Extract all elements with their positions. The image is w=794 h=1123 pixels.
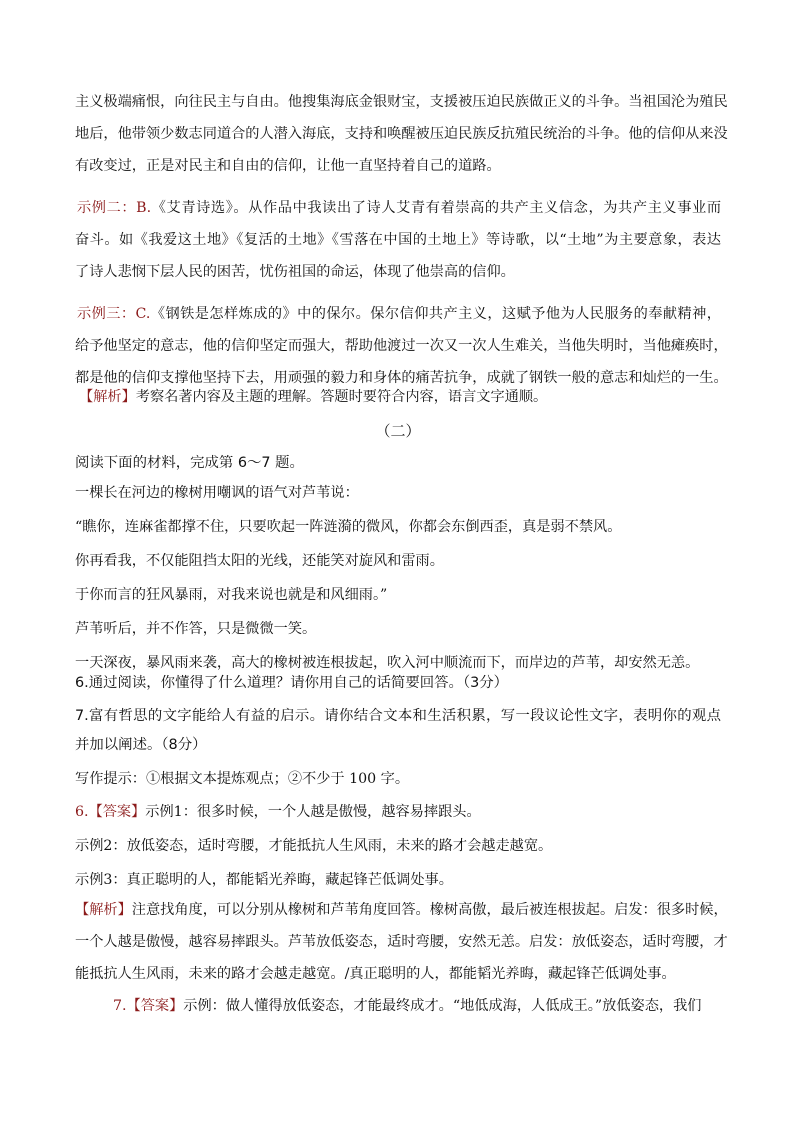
analysis-label: 【解析】 xyxy=(79,389,136,405)
text-line: 给予他坚定的意志，他的信仰坚定而强大，帮助他渡过一次又一次人生难关，当他失明时，当他瘫痪时， xyxy=(75,338,728,354)
answer-text: 示例1：很多时候，一个人越是傲慢，越容易摔跟头。 xyxy=(145,804,481,820)
question-six: 6.通过阅读，你懂得了什么道理？请你用自己的话简要回答。（3分） xyxy=(75,675,509,691)
example-label: 示例二：B. xyxy=(77,200,152,216)
analysis-line: 能抵抗人生风雨，未来的路才会越走越宽。/真正聪明的人，都能韬光养晦，藏起锋芒低调处事。 xyxy=(75,966,676,982)
paragraph-example-one-continued xyxy=(75,92,728,176)
story-line: 一棵长在河边的橡树用嘲讽的语气对芦苇说： xyxy=(75,485,359,501)
example-text: 《钢铁是怎样炼成的》中的保尔。保尔信仰共产主义，这赋予他为人民服务的奉献精神， xyxy=(150,306,721,322)
answer-label: 7.【答案】 xyxy=(113,998,184,1014)
example-text: 《艾青诗选》。从作品中我读出了诗人艾青有着崇高的共产主义信念，为共产主义事业而 xyxy=(151,200,722,216)
text-line xyxy=(75,198,721,218)
answer-text: 示例：做人懂得放低姿态，才能最终成才。“地低成海，人低成王。”放低姿态，我们 xyxy=(183,998,702,1014)
analysis-paragraph xyxy=(75,387,721,407)
answer-label: 6.【答案】 xyxy=(75,804,146,820)
paragraph-example-three xyxy=(75,304,728,388)
story-passage xyxy=(75,483,721,673)
answer-line: 示例3：真正聪明的人，都能韬光养晦，藏起锋芒低调处事。 xyxy=(75,872,453,888)
story-line: “瞧你，连麻雀都撑不住，只要吹起一阵涟漪的微风，你都会东倒西歪，真是弱不禁风。 xyxy=(75,519,622,535)
section-title: （二） xyxy=(375,422,421,440)
example-label: 示例三：C. xyxy=(77,306,151,322)
analysis-text: 考察名著内容及主题的理解。答题时要符合内容，语言文字通顺。 xyxy=(135,389,548,405)
writing-tip: 写作提示：①根据文本提炼观点；②不少于 100 字。 xyxy=(75,771,410,787)
text-line: 地后，他带领少数志同道合的人潜入海底，支持和唤醒被压迫民族反抗殖民统治的斗争。他的信仰从来没 xyxy=(75,126,728,142)
analysis-line xyxy=(75,900,728,920)
analysis-label: 【解析】 xyxy=(75,902,132,918)
answer-line xyxy=(75,802,721,822)
story-line: 芦苇听后，并不作答，只是微微一笑。 xyxy=(75,621,317,637)
text-line: 有改变过，正是对民主和自由的信仰，让他一直坚持着自己的道路。 xyxy=(75,158,501,174)
story-line: 一天深夜，暴风雨来袭，高大的橡树被连根拔起，吹入河中顺流而下，而岸边的芦苇，却安然无恙。 xyxy=(75,655,700,671)
analysis-paragraph-two xyxy=(75,900,728,984)
question-line: 7.富有哲思的文字能给人有益的启示。请你结合文本和生活积累，写一段议论性文字，表明你的观点 xyxy=(75,708,721,724)
text-line xyxy=(75,304,721,324)
paragraph-example-two xyxy=(75,198,721,282)
text-line: 了诗人悲悯下层人民的困苦，忧伤祖国的命运，体现了他崇高的信仰。 xyxy=(75,264,515,280)
text-line: 都是他的信仰支撑他坚持下去，用顽强的毅力和身体的痛苦抗争，成就了钢铁一般的意志和灿烂的一生。 xyxy=(75,370,728,386)
text-line: 奋斗。如《我爱这土地》《复活的土地》《雪落在中国的土地上》等诗歌，以“土地”为主要意象，表达 xyxy=(75,232,721,248)
question-line: 并加以阐述。（8分） xyxy=(75,737,207,753)
reading-instruction: 阅读下面的材料，完成第 6～7 题。 xyxy=(75,455,304,471)
question-seven xyxy=(75,706,721,755)
story-line: 于你而言的狂风暴雨，对我来说也就是和风细雨。” xyxy=(75,587,388,603)
analysis-text: 注意找角度，可以分别从橡树和芦苇角度回答。橡树高傲，最后被连根拔起。启发：很多时候， xyxy=(131,902,728,918)
analysis-line: 一个人越是傲慢，越容易摔跟头。芦苇放低姿态，适时弯腰，安然无恙。启发：放低姿态，适时弯腰，才 xyxy=(75,934,728,950)
story-line: 你再看我，不仅能阻挡太阳的光线，还能笑对旋风和雷雨。 xyxy=(75,553,444,569)
answer-seven xyxy=(113,996,721,1016)
text-line: 主义极端痛恨，向往民主与自由。他搜集海底金银财宝，支援被压迫民族做正义的斗争。当祖国沦为殖民 xyxy=(75,94,728,110)
answer-six xyxy=(75,802,721,890)
answer-line: 示例2：放低姿态，适时弯腰，才能抵抗人生风雨，未来的路才会越走越宽。 xyxy=(75,838,553,854)
